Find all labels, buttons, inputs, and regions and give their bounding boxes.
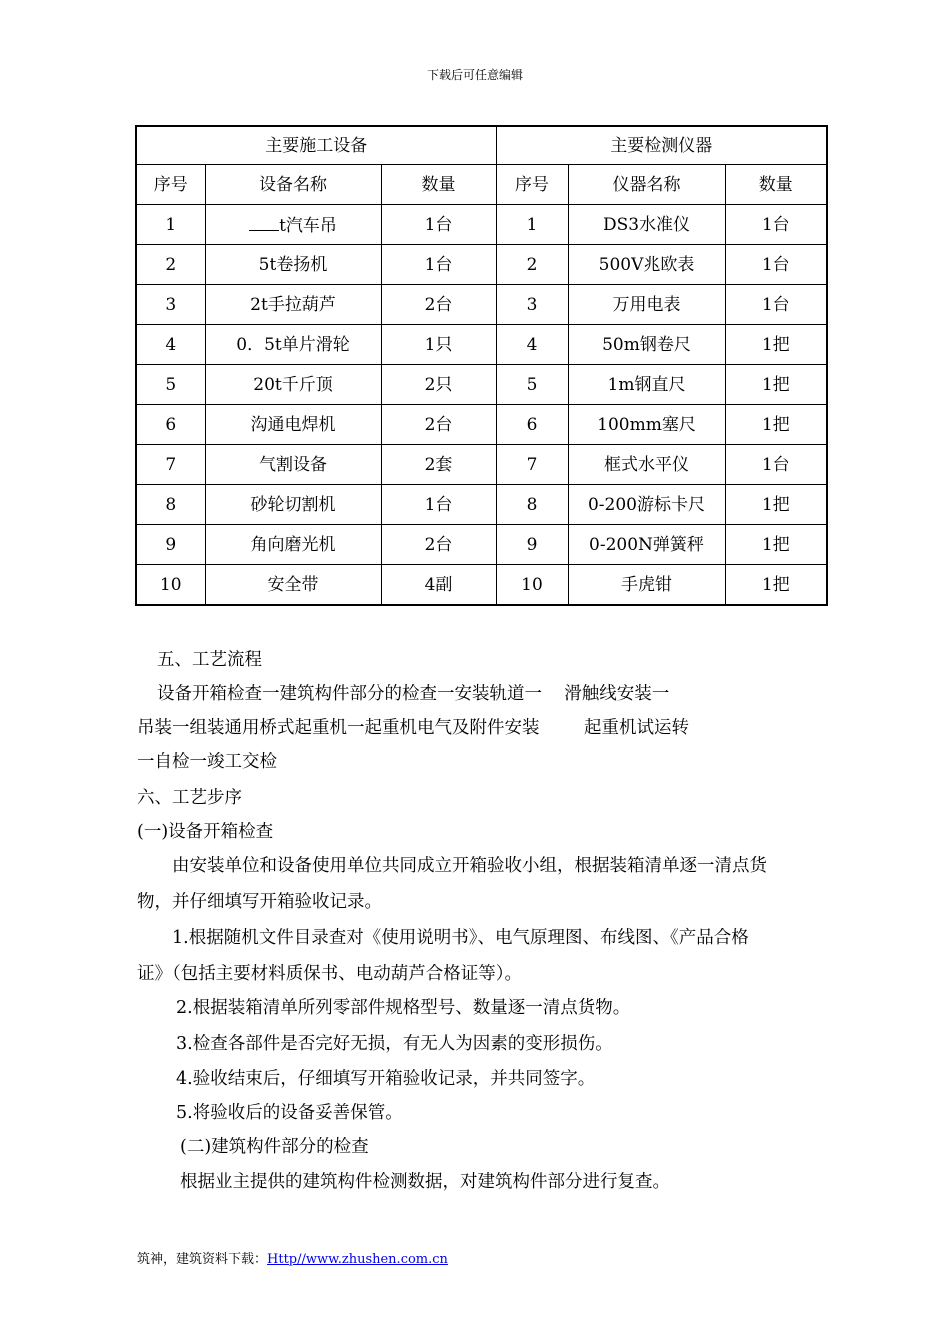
equipment-qty-cell: 4副 xyxy=(381,565,496,606)
row-number-cell: 10 xyxy=(136,565,205,606)
blank-underline xyxy=(249,214,279,231)
equipment-name-cell: 砂轮切割机 xyxy=(205,485,381,525)
instrument-name-cell: 50m钢卷尺 xyxy=(568,325,725,365)
row-number-cell: 6 xyxy=(496,405,568,445)
row-number-cell: 2 xyxy=(496,245,568,285)
page-footer xyxy=(137,1248,448,1267)
instrument-qty-cell: 1把 xyxy=(725,565,827,606)
row-number-cell: 9 xyxy=(496,525,568,565)
instrument-name-cell: 框式水平仪 xyxy=(568,445,725,485)
table-row xyxy=(136,245,827,285)
flow-line: 设备开箱检查一建筑构件部分的检查一安装轨道一 滑触线安装一 xyxy=(157,684,670,704)
equipment-qty-cell: 2台 xyxy=(381,405,496,445)
list-item: 4.验收结束后，仔细填写开箱验收记录，并共同签字。 xyxy=(176,1069,596,1089)
row-number-cell: 2 xyxy=(136,245,205,285)
list-item: 3.检查各部件是否完好无损，有无人为因素的变形损伤。 xyxy=(176,1034,613,1054)
flow-line: 一自检一竣工交检 xyxy=(137,752,277,772)
equipment-qty-cell: 2台 xyxy=(381,285,496,325)
row-number-cell: 4 xyxy=(496,325,568,365)
footer-text: 筑神，建筑资料下载： xyxy=(137,1252,268,1267)
row-number-cell: 8 xyxy=(496,485,568,525)
table-row xyxy=(136,445,827,485)
table-row xyxy=(136,205,827,245)
paragraph: 由安装单位和设备使用单位共同成立开箱验收小组，根据装箱清单逐一清点货 xyxy=(172,856,767,876)
table-row xyxy=(136,285,827,325)
instrument-qty-cell: 1把 xyxy=(725,325,827,365)
equipment-qty-cell: 1台 xyxy=(381,245,496,285)
column-header: 仪器名称 xyxy=(568,165,725,205)
row-number-cell: 10 xyxy=(496,565,568,606)
list-item: 1.根据随机文件目录查对《使用说明书》、电气原理图、布线图、《产品合格 xyxy=(172,928,749,948)
equipment-name-cell: 角向磨光机 xyxy=(205,525,381,565)
instrument-name-cell: 1m钢直尺 xyxy=(568,365,725,405)
instrument-qty-cell: 1把 xyxy=(725,485,827,525)
equipment-name-cell: 沟通电焊机 xyxy=(205,405,381,445)
row-number-cell: 5 xyxy=(496,365,568,405)
equipment-qty-cell: 2只 xyxy=(381,365,496,405)
instrument-qty-cell: 1台 xyxy=(725,205,827,245)
column-header: 设备名称 xyxy=(205,165,381,205)
row-number-cell: 3 xyxy=(136,285,205,325)
section-heading: 五、工艺流程 xyxy=(157,650,262,670)
row-number-cell: 3 xyxy=(496,285,568,325)
footer-link[interactable]: Http//www.zhushen.com.cn xyxy=(267,1252,448,1267)
instrument-qty-cell: 1把 xyxy=(725,525,827,565)
instrument-name-cell: 万用电表 xyxy=(568,285,725,325)
column-header: 数量 xyxy=(725,165,827,205)
equipment-name-cell: 气割设备 xyxy=(205,445,381,485)
instrument-qty-cell: 1把 xyxy=(725,405,827,445)
row-number-cell: 7 xyxy=(136,445,205,485)
row-number-cell: 1 xyxy=(496,205,568,245)
row-number-cell: 1 xyxy=(136,205,205,245)
list-item: 2.根据装箱清单所列零部件规格型号、数量逐一清点货物。 xyxy=(176,998,631,1018)
instrument-name-cell: 0-200N弹簧秤 xyxy=(568,525,725,565)
equipment-qty-cell: 1台 xyxy=(381,485,496,525)
table-row xyxy=(136,325,827,365)
instrument-qty-cell: 1台 xyxy=(725,245,827,285)
table-row xyxy=(136,525,827,565)
page-header: 下载后可任意编辑 xyxy=(426,68,523,82)
table-row xyxy=(136,485,827,525)
table-group-header-row xyxy=(136,126,827,165)
instrument-qty-cell: 1台 xyxy=(725,445,827,485)
flow-line: 吊装一组装通用桥式起重机一起重机电气及附件安装 起重机试运转 xyxy=(137,718,689,738)
subsection-heading: (二)建筑构件部分的检查 xyxy=(180,1137,369,1157)
column-header: 序号 xyxy=(136,165,205,205)
instrument-qty-cell: 1台 xyxy=(725,285,827,325)
instrument-name-cell: 500V兆欧表 xyxy=(568,245,725,285)
equipment-name-cell: 5t卷扬机 xyxy=(205,245,381,285)
paragraph: 物，并仔细填写开箱验收记录。 xyxy=(137,892,382,912)
column-header: 数量 xyxy=(381,165,496,205)
equipment-qty-cell: 1台 xyxy=(381,205,496,245)
table-row xyxy=(136,365,827,405)
instrument-name-cell: 0-200游标卡尺 xyxy=(568,485,725,525)
equipment-name-cell: 0．5t单片滑轮 xyxy=(205,325,381,365)
row-number-cell: 7 xyxy=(496,445,568,485)
list-item: 5.将验收后的设备妥善保管。 xyxy=(176,1103,403,1123)
instrument-name-cell: 100mm塞尺 xyxy=(568,405,725,445)
row-number-cell: 4 xyxy=(136,325,205,365)
subsection-heading: (一)设备开箱检查 xyxy=(137,822,274,842)
instrument-qty-cell: 1把 xyxy=(725,365,827,405)
list-item: 证》（包括主要材料质保书、电动葫芦合格证等）。 xyxy=(137,964,522,984)
instrument-name-cell: DS3水准仪 xyxy=(568,205,725,245)
table-column-header-row xyxy=(136,165,827,205)
section-heading: 六、工艺步序 xyxy=(137,788,242,808)
group-header-instruments: 主要检测仪器 xyxy=(496,126,827,165)
paragraph: 根据业主提供的建筑构件检测数据，对建筑构件部分进行复查。 xyxy=(180,1172,670,1192)
row-number-cell: 8 xyxy=(136,485,205,525)
equipment-qty-cell: 2台 xyxy=(381,525,496,565)
row-number-cell: 5 xyxy=(136,365,205,405)
equipment-qty-cell: 1只 xyxy=(381,325,496,365)
row-number-cell: 9 xyxy=(136,525,205,565)
equipment-name-text: t汽车吊 xyxy=(279,215,337,236)
group-header-equipment: 主要施工设备 xyxy=(136,126,496,165)
instrument-name-cell: 手虎钳 xyxy=(568,565,725,606)
equipment-table xyxy=(135,125,828,606)
row-number-cell: 6 xyxy=(136,405,205,445)
table-row xyxy=(136,565,827,606)
equipment-qty-cell: 2套 xyxy=(381,445,496,485)
equipment-name-cell: 2t手拉葫芦 xyxy=(205,285,381,325)
equipment-name-cell: 安全带 xyxy=(205,565,381,606)
table-row xyxy=(136,405,827,445)
column-header: 序号 xyxy=(496,165,568,205)
equipment-name-cell xyxy=(205,205,381,245)
equipment-name-cell: 20t千斤顶 xyxy=(205,365,381,405)
